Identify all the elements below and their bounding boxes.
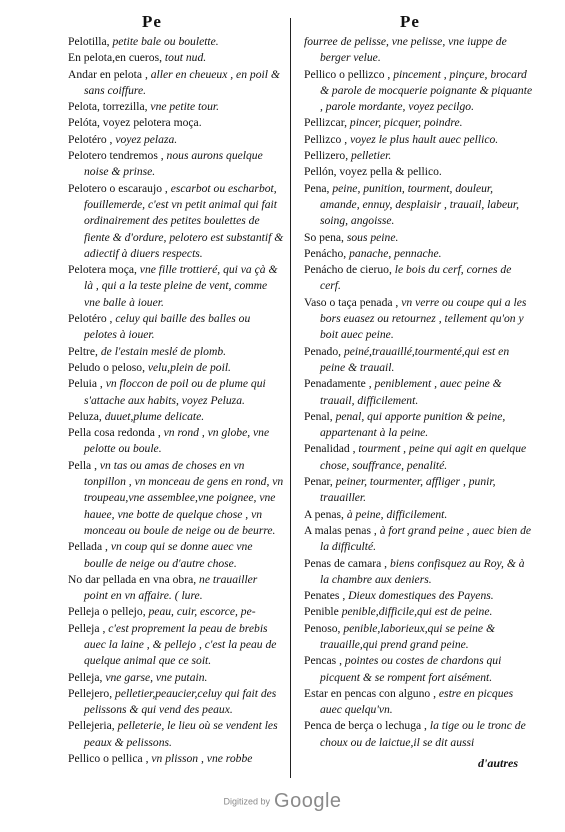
entry-definition: vn rond , vn globe, vne pelotte ou boule.: [84, 426, 270, 456]
dictionary-entry: [304, 409, 534, 442]
entry-headword: Pellico o pellica ,: [68, 752, 149, 766]
entry-headword: Penas de camara ,: [304, 556, 388, 570]
entry-headword: Penado,: [304, 344, 342, 358]
entry-definition: escarbot ou escharbot, fouillemerde, c'est vn petit animal qui fait ordinairement des petites boulettes de fiente & d'ordure, pelotero est substantif & adiectif à diuers respects.: [84, 181, 284, 260]
entry-definition: pincement , pinçure, brocard & parole de mocquerie poignante & piquante , parole mordante, voyez pecilgo.: [320, 67, 533, 114]
dictionary-entry: [68, 604, 284, 620]
entry-definition: penal, qui apporte punition & peine, appartenant à la peine.: [320, 409, 506, 440]
entry-definition: pelletier.: [351, 149, 392, 163]
entry-definition: pelleterie, le lieu où se vendent les peaux & pelissons.: [84, 719, 278, 749]
google-logo: Google: [274, 790, 342, 812]
entry-headword: Pena,: [304, 181, 330, 195]
entry-headword: Estar en pencas con alguno ,: [304, 686, 436, 700]
dictionary-entry: [68, 132, 284, 148]
entry-headword: Penadamente ,: [304, 377, 372, 391]
entry-definition: peine, punition, tourment, douleur, amande, ennuy, desplaisir , trauail, labeur, soing, angoisse.: [320, 181, 520, 228]
entry-headword: Pelotéro ,: [68, 132, 113, 146]
dictionary-entry: [304, 621, 534, 654]
entry-definition: vn floccon de poil ou de plume qui s'attache aux habits, voyez Peluza.: [84, 377, 266, 407]
entry-headword: Penca de berça o lechuga ,: [304, 719, 427, 733]
entry-headword: Pellizero,: [304, 149, 349, 163]
entry-headword: Peltre,: [68, 344, 98, 358]
entry-definition: peiner, tourmenter, affliger , punir, trauailler.: [320, 475, 496, 505]
dictionary-entry: [68, 539, 284, 572]
dictionary-entry: [68, 311, 284, 344]
entry-definition: panache, pennache.: [349, 246, 442, 260]
entry-headword: Pellejero,: [68, 686, 113, 700]
dictionary-entry: [68, 360, 284, 376]
entry-definition: tout nud.: [164, 51, 207, 65]
entry-definition: pelletier,peaucier,celuy qui fait des pelissons & qui vend des peaux.: [84, 686, 277, 717]
entry-definition: sous peine.: [346, 230, 399, 244]
entry-definition: voyez le plus hault auec pellico.: [350, 132, 499, 146]
dictionary-entry: [304, 653, 534, 686]
dictionary-entry: [304, 523, 534, 556]
entry-headword: Penoso,: [304, 621, 341, 635]
entry-definition: vne fille trottieré, qui va çà & là , qui a la teste pleine de vent, comme vne balle à iouer.: [84, 263, 278, 309]
dictionary-entry: [68, 344, 284, 360]
dictionary-entry: [304, 556, 534, 589]
dictionary-entry: [304, 604, 534, 620]
entry-definition: velu,plein de poil.: [147, 360, 231, 374]
entry-definition: duuet,plume delicate.: [104, 409, 205, 423]
entry-definition: penible,laborieux,qui se peine & trauaille,qui prend grand peine.: [320, 621, 495, 651]
dictionary-entry: [68, 751, 284, 767]
dictionary-entry: [68, 425, 284, 458]
entry-headword: Peluia ,: [68, 377, 103, 391]
dictionary-entry: [304, 181, 534, 230]
dictionary-entry: [68, 458, 284, 539]
dictionary-entry: [68, 409, 284, 425]
entry-headword: No dar pellada en vna obra,: [68, 572, 197, 586]
dictionary-entry: [68, 115, 284, 131]
dictionary-entry: [304, 262, 534, 295]
entry-headword: Penácho de cieruo,: [304, 263, 392, 277]
dictionary-entry: [68, 181, 284, 262]
entry-definition: estre en picques auec quelqu'vn.: [320, 686, 514, 717]
entry-definition: le bois du cerf, cornes de cerf.: [320, 263, 512, 293]
entry-headword: Pellizcar,: [304, 116, 347, 130]
entry-headword: Pellejeria,: [68, 719, 115, 733]
entry-headword: Penácho,: [304, 246, 347, 260]
dictionary-entry: [68, 262, 284, 311]
entry-headword: Pencas ,: [304, 654, 342, 668]
entry-headword: Pelotilla,: [68, 35, 110, 48]
entry-headword: So pena,: [304, 230, 344, 244]
entry-headword: Penible: [304, 605, 339, 619]
entry-definition: de l'estain meslé de plomb.: [100, 344, 227, 358]
entry-headword: Peludo o peloso,: [68, 360, 145, 374]
entry-headword: Pelotero o escaraujo ,: [68, 181, 168, 195]
entry-headword: Pellón, voyez pella & pellico.: [304, 165, 442, 179]
entry-headword: Pella ,: [68, 458, 97, 472]
dictionary-entry: [304, 295, 534, 344]
entry-definition: à peine, difficilement.: [346, 507, 448, 521]
entry-headword: Pellizco ,: [304, 132, 348, 146]
running-head-left: Pe: [142, 12, 162, 31]
dictionary-entry: [68, 148, 284, 181]
entry-definition: c'est proprement la peau de brebis auec la laine , & pellejo , c'est la peau de quelque animal que ce soit.: [84, 621, 277, 668]
dictionary-entry: [304, 132, 534, 148]
entry-definition: à fort grand peine , auec bien de la difficulté.: [320, 523, 532, 554]
entry-headword: Pelleja o pellejo,: [68, 605, 146, 619]
dictionary-entry: [304, 376, 534, 409]
dictionary-entry: [304, 164, 534, 180]
dictionary-entry: [68, 67, 284, 100]
dictionary-entry: [304, 344, 534, 377]
entry-headword: A malas penas ,: [304, 523, 377, 537]
dictionary-entry: [68, 572, 284, 605]
entry-definition: Dieux domestiques des Payens.: [348, 589, 494, 603]
entry-definition: voyez pelaza.: [115, 132, 178, 146]
entry-headword: En pelota,en cueros,: [68, 51, 163, 65]
dictionary-entry: [68, 718, 284, 751]
dictionary-entry: [304, 230, 534, 246]
entry-headword: Pelotera moça,: [68, 263, 137, 277]
entry-definition: peiné,trauaillé,tourmenté,qui est en peine & trauail.: [320, 344, 510, 374]
entry-headword: Pellico o pellizco ,: [304, 67, 391, 81]
catchword: d'autres: [478, 756, 519, 770]
dictionary-entry: [304, 34, 534, 67]
dictionary-entry: [304, 441, 534, 474]
entry-definition: vne petite tour.: [150, 100, 219, 114]
dictionary-entry: [304, 718, 534, 751]
dictionary-entry: [68, 376, 284, 409]
entry-definition: pointes ou costes de chardons qui picquent & se rompent fort aisément.: [320, 654, 502, 684]
entry-headword: Pelóta, voyez pelotera moça.: [68, 116, 202, 130]
dictionary-entry: [68, 621, 284, 670]
entry-definition: pincer, picquer, poindre.: [349, 116, 463, 130]
entry-definition: vne garse, vne putain.: [105, 670, 208, 684]
entry-headword: Vaso o taça penada ,: [304, 295, 399, 309]
entry-definition: tourment , peine qui agit en quelque chose, souffrance, penalité.: [320, 442, 527, 472]
entry-definition: vn plisson , vne robbe: [151, 752, 253, 766]
entry-headword: Pelotéro ,: [68, 312, 113, 326]
digitized-prefix: Digitized by: [223, 796, 271, 807]
entry-headword: Peluza,: [68, 409, 102, 423]
dictionary-entry: [68, 670, 284, 686]
entry-headword: Pelleja,: [68, 670, 103, 684]
entry-definition: vn tas ou amas de choses en vn tonpillon , vn monceau de gens en rond, vn troupeau,vne assemblee,vne poignee, vne hauee, vne botte de quelque chose , vn monceau ou boule de neige ou de beurre.: [84, 458, 284, 537]
dictionary-entry: [68, 50, 284, 66]
dictionary-entry: [304, 588, 534, 604]
entry-definition: celuy qui baille des balles ou pelotes à iouer.: [84, 312, 251, 342]
dictionary-entry: [68, 99, 284, 115]
dictionary-entry: [304, 246, 534, 262]
entry-definition: ne trauailler point en vn affaire. ( lure.: [84, 572, 258, 603]
entry-headword: A penas,: [304, 507, 344, 521]
dictionary-entry: [68, 34, 284, 50]
entry-definition: vn verre ou coupe qui a les bors euasez ou retournez , tellement qu'on y boit auec peine.: [320, 295, 527, 342]
running-head-right: Pe: [400, 12, 420, 31]
entry-headword: Pelotero tendremos ,: [68, 149, 164, 163]
entry-definition: vn coup qui se donne auec vne boulle de neige ou d'autre chose.: [84, 540, 253, 570]
entry-definition: nous aurons quelque noise & prinse.: [84, 149, 263, 179]
dictionary-entry: [304, 148, 534, 164]
dictionary-entry: [304, 115, 534, 131]
entry-headword: Pelleja ,: [68, 621, 106, 635]
entry-headword: Penates ,: [304, 589, 346, 603]
dictionary-entry: [68, 686, 284, 719]
entry-definition: fourree de pelisse, vne pelisse, vne iuppe de berger velue.: [304, 35, 507, 65]
dictionary-entry: [304, 686, 534, 719]
dictionary-entry: [304, 67, 534, 116]
entry-definition: peniblement , auec peine & trauail, difficilement.: [320, 377, 502, 407]
entry-headword: Penalidad ,: [304, 442, 356, 456]
entry-definition: la tige ou le tronc de choux ou de laictue,il se dit aussi: [320, 719, 526, 749]
entry-definition: petite bale ou boulette.: [112, 35, 219, 48]
dictionary-entry: [304, 507, 534, 523]
entry-definition: biens confisquez au Roy, & à la chambre aux deniers.: [320, 556, 525, 586]
entry-headword: Pella cosa redonda ,: [68, 426, 161, 440]
entry-definition: penible,difficile,qui est de peine.: [341, 605, 493, 619]
entry-definition: peau, cuir, escorce, pe-: [148, 605, 256, 619]
entry-headword: Penar,: [304, 475, 333, 489]
entry-headword: Pellada ,: [68, 540, 108, 554]
entry-definition: , aller en cheueux , en poil & sans coiffure.: [84, 67, 280, 97]
entry-headword: Pelota, torrezilla,: [68, 100, 148, 114]
column-rule: [290, 18, 291, 778]
entry-headword: Penal,: [304, 409, 333, 423]
dictionary-entry: [304, 474, 534, 507]
left-column: [68, 34, 284, 767]
digitized-by-watermark: [0, 790, 565, 813]
right-column: [304, 34, 534, 751]
entry-headword: Andar en pelota: [68, 67, 143, 81]
